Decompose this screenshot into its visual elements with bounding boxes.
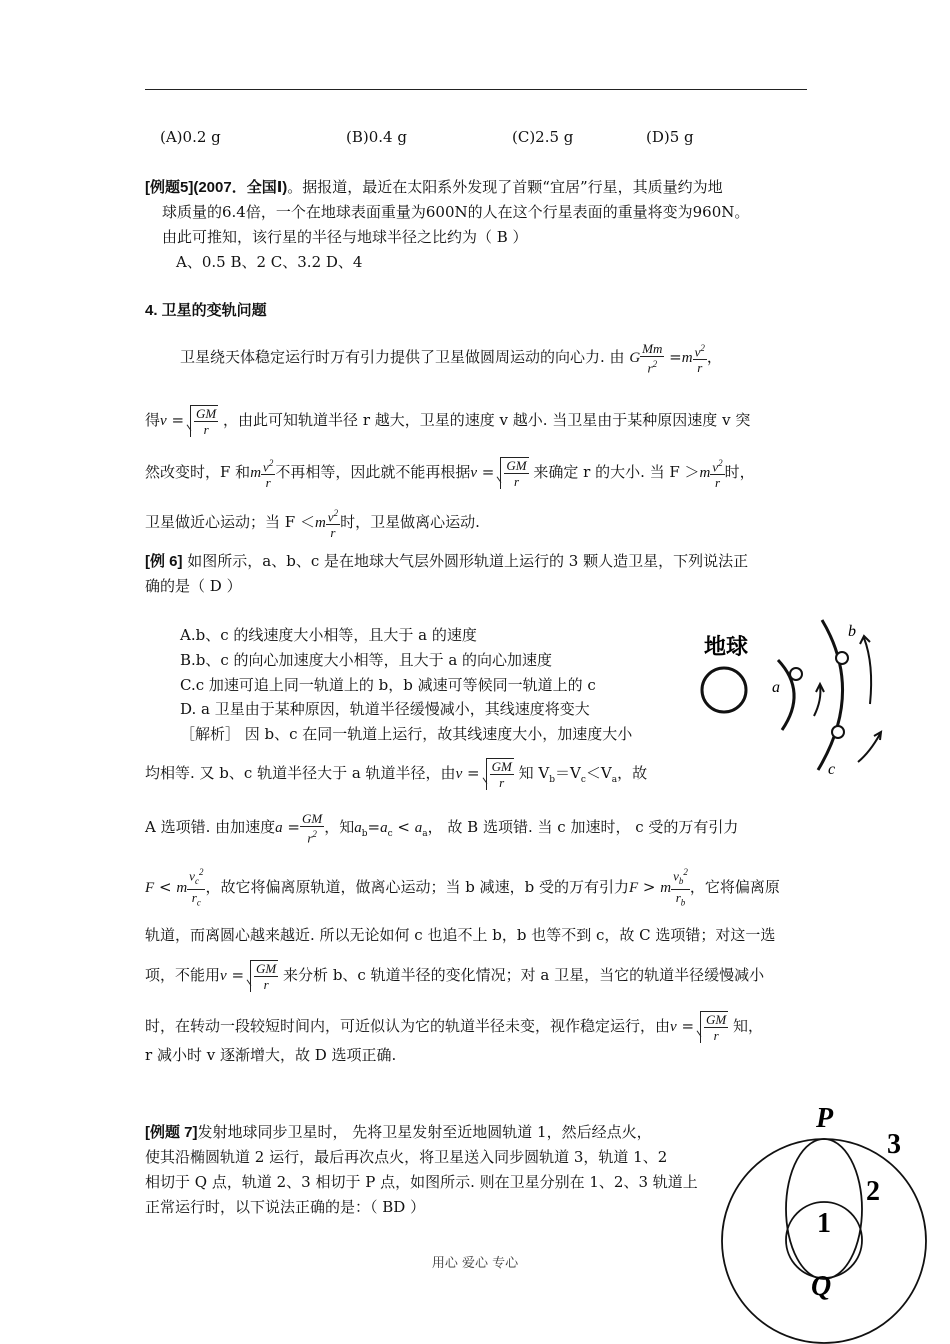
math-v: v [220,968,227,984]
math-eq: = [287,818,300,837]
frac-num: GM [506,458,527,474]
frac-den: r [499,775,505,790]
frac-den: r [203,422,209,437]
section4-para4 [145,506,480,540]
frac [704,1012,728,1043]
text: 发射地球同步卫星时， 先将卫星发射至近地圆轨道 1，然后经点火， [197,1123,652,1141]
frac-num: GM [256,961,277,976]
sup: 2 [700,343,705,353]
example6-option-b: B.b、c 的向心加速度大小相等，且大于 a 的向心加速度 [180,651,553,669]
math-G: G [629,350,641,367]
math-m: m [681,350,693,367]
label-Q: Q [811,1271,832,1302]
frac-num: GM [302,811,323,826]
math-r: r [647,360,653,376]
frac-num [693,341,707,360]
text: 不再相等，因此就不能再根据 [275,463,471,482]
label-orbit-3: 3 [887,1129,901,1160]
frac-num [671,865,690,890]
frac [326,506,340,540]
frac-num [261,456,275,475]
frac-num: GM [196,406,217,421]
sqrt-formula [486,758,514,790]
sqrt-formula [500,457,528,489]
math-a: a [275,820,283,837]
frac [194,406,218,437]
label-a: a [772,679,780,696]
frac [710,456,724,490]
math-v: v [160,413,167,429]
sup: 2 [333,508,339,518]
sub: b [549,775,555,785]
math-m: m [660,879,672,896]
math-v: v [470,465,477,482]
example5-source: (2007．全国Ⅰ) [193,179,288,196]
text: ，知 [324,818,355,837]
example6-analysis-4 [145,865,780,911]
label-orbit-1: 1 [817,1208,831,1239]
frac [261,456,275,490]
sub: c [387,829,393,840]
math-eq: = [481,463,495,482]
text: 来确定 r 的大小. 当 F ＞ [533,463,700,482]
example5-line3: 由此可推知，该行星的半径与地球半径之比约为（ B ） [162,228,528,246]
example7-line2: 使其沿椭圆轨道 2 运行，最后再次点火，将卫星送入同步圆轨道 3，轨道 1、2 [145,1148,668,1166]
math-eq: = [467,764,480,782]
math-v: v [712,459,719,475]
math-r: r [307,830,313,846]
math-v: v [189,868,195,884]
satellite-a [790,668,802,680]
sub: a [611,775,618,785]
frac-num [187,865,205,890]
sub: c [194,875,199,886]
example7-line3: 相切于 Q 点，轨道 2、3 相切于 P 点，如图所示. 则在卫星分别在 1、2、3 轨道上 [145,1173,698,1191]
math-v: v [327,509,334,525]
text: 如图所示，a、b、c 是在地球大气层外圆形轨道上运行的 3 颗人造卫星，下列说法正 [182,552,749,570]
sub: c [580,775,586,785]
math-eq: = [681,1017,695,1035]
text: 时，在转动一段较短时间内，可近似认为它的轨道半径未变，视作稳定运行，由 [145,1017,671,1035]
sup: 2 [312,829,317,839]
text: 知 V [518,764,550,782]
label-P: P [816,1103,834,1134]
example5-line1 [145,177,723,198]
frac-num: Mm [642,341,663,356]
satellite-b [836,652,848,664]
math-a: a [380,820,388,837]
sqrt-formula [250,960,278,992]
label-orbit-2: 2 [866,1176,880,1207]
math-F: F [628,879,639,896]
example5-line2: 球质量的6.4倍，一个在地球表面重量为600N的人在这个行星表面的重量将变为960N。 [162,203,750,221]
math-F: F [145,879,155,896]
example6-analysis-7 [145,1011,763,1043]
text: 卫星做近心运动；当 F ＜ [145,513,315,532]
formula-gravity [640,341,664,375]
example6-analysis-2 [145,758,647,790]
page-footer: 用心 爱心 专心 [431,1256,519,1271]
satellite-figure [690,612,890,784]
option-a: (A)0.2 g [160,128,221,146]
header-rule [145,89,807,90]
example6-option-d: D. a 卫星由于某种原因，轨道半径缓慢减小，其线速度将变大 [180,700,590,718]
example6-line2: 确的是（ D ） [145,577,242,595]
example6-tag: [例 6] [145,553,183,570]
text: ＝V [554,764,581,782]
math-a: a [414,820,423,837]
example7-tag: [例题 7] [145,1124,198,1141]
math-lt: < [397,818,410,837]
text: 时， [724,463,755,482]
section4-para3 [145,456,755,490]
text: ，故它将偏离原轨道，做离心运动；当 b 减速，b 受的万有引力 [205,877,629,896]
formula-centripetal [693,341,707,375]
text: ，故 [617,764,648,782]
text: 时，卫星做离心运动. [340,513,480,532]
section-heading: 4. 卫星的变轨问题 [145,302,267,319]
orbit-3 [722,1139,926,1343]
frac [300,811,324,845]
frac [671,865,690,911]
frac [254,961,278,992]
sub: a [422,829,428,840]
example6-option-c: C.c 加速可追上同一轨道上的 b，b 减速可等候同一轨道上的 c [180,676,596,694]
sub: b [678,875,684,886]
option-b: (B)0.4 g [346,128,407,146]
text: 均相等. 又 b、c 轨道半径大于 a 轨道半径，由 [145,764,456,782]
example5-tag: [例题5] [145,179,194,196]
math-v: v [263,459,269,475]
frac-num [326,506,340,525]
math-lt: < [158,877,172,896]
text: ， 故 B 选项错. 当 c 加速时， c 受的万有引力 [427,818,739,837]
math-eq: = [171,411,185,429]
sqrt-formula [190,405,218,437]
text: 卫星绕天体稳定运行时万有引力提供了卫星做圆周运动的向心力. 由 [180,348,625,367]
math-eq: = [367,818,381,837]
math-v: v [455,766,463,782]
example5-options: A、0.5 B、2 C、3.2 D、4 [176,253,363,271]
frac-den: r [713,1028,719,1043]
sup: 2 [652,359,658,369]
label-c: c [828,761,836,778]
math-v: v [694,344,701,360]
frac-den: r [263,977,269,992]
arrow-c [858,734,880,762]
frac-den [300,827,324,845]
example6-analysis-1: ［解析］ 因 b、c 在同一轨道上运行，故其线速度大小，加速度大小 [180,725,633,743]
text: 来分析 b、c 轨道半径的变化情况；对 a 卫星，当它的轨道半径缓慢减小 [283,966,765,984]
example7-line4: 正常运行时，以下说法正确的是：（ BD ） [145,1198,426,1216]
arrow-b [864,638,871,704]
sqrt-formula [700,1011,728,1043]
math-eq: = [669,348,682,367]
frac-den [640,357,664,375]
frac-num: GM [706,1012,727,1027]
sup: 2 [683,867,688,877]
frac-num: GM [491,759,512,774]
text: A 选项错. 由加速度 [145,818,276,837]
option-d: (D)5 g [646,128,694,146]
frac-den: r [715,475,721,491]
frac [187,865,205,911]
orbit-bc [818,620,843,770]
frac-num [710,456,724,475]
example6-analysis-6 [145,960,764,992]
math-m: m [250,465,262,482]
text: 得 [145,411,161,429]
frac-den: r [513,474,519,490]
text: 知， [733,1017,764,1035]
example6-analysis-5: 轨道，而离圆心越来越近. 所以无论如何 c 也追不上 b，b 也等不到 c，故 C 选项错；对这一选 [145,926,776,944]
math-m: m [176,879,188,896]
option-c: (C)2.5 g [512,128,574,146]
math-m: m [699,465,711,482]
sup: 2 [718,458,723,468]
text: ，它将偏离原 [689,877,780,896]
example6-analysis-8: r 减小时 v 逐渐增大，故 D 选项正确. [145,1046,397,1064]
math-a: a [354,820,362,837]
frac [490,759,514,790]
text: 然改变时，F 和 [145,463,251,482]
math-m: m [314,515,326,532]
frac-den: r [697,360,703,376]
sub: c [196,897,201,908]
sub: b [361,829,368,840]
earth-circle [702,668,746,712]
frac-den [187,890,205,911]
orbit-figure [715,1095,950,1344]
example6-option-a: A.b、c 的线速度大小相等，且大于 a 的速度 [180,626,477,644]
text: ＜V [585,764,612,782]
math-v: v [673,868,679,884]
text: 项，不能用 [145,966,221,984]
label-b: b [848,623,856,640]
example6-analysis-3 [145,811,738,845]
text: ，由此可知轨道半径 r 越大，卫星的速度 v 越小. 当卫星由于某种原因速度 v 突 [223,411,751,429]
sup: 2 [268,458,274,468]
frac-den: r [330,525,336,541]
example7-line1 [145,1122,652,1143]
frac-den [671,890,690,911]
example6-line1 [145,551,748,572]
math-r: r [675,889,681,905]
math-eq: = [231,966,245,984]
earth-label: 地球 [704,635,749,660]
sup: 2 [198,867,204,877]
sub: b [680,897,686,908]
math-r: r [191,889,197,905]
example5-text: 。据报道，最近在太阳系外发现了首颗“宜居”行星，其质量约为地 [287,178,723,196]
frac-den: r [265,475,271,491]
math-v: v [670,1019,677,1035]
section4-para1: 卫星绕天体稳定运行时万有引力提供了卫星做圆周运动的向心力. 由 G $\frac{Mm}{r^2}$ =m $\frac{v^2}{r}$ ， [180,341,722,376]
section4-para2 [145,405,750,437]
satellite-c [832,726,844,738]
frac [504,458,528,489]
math-gt: > [642,877,656,896]
